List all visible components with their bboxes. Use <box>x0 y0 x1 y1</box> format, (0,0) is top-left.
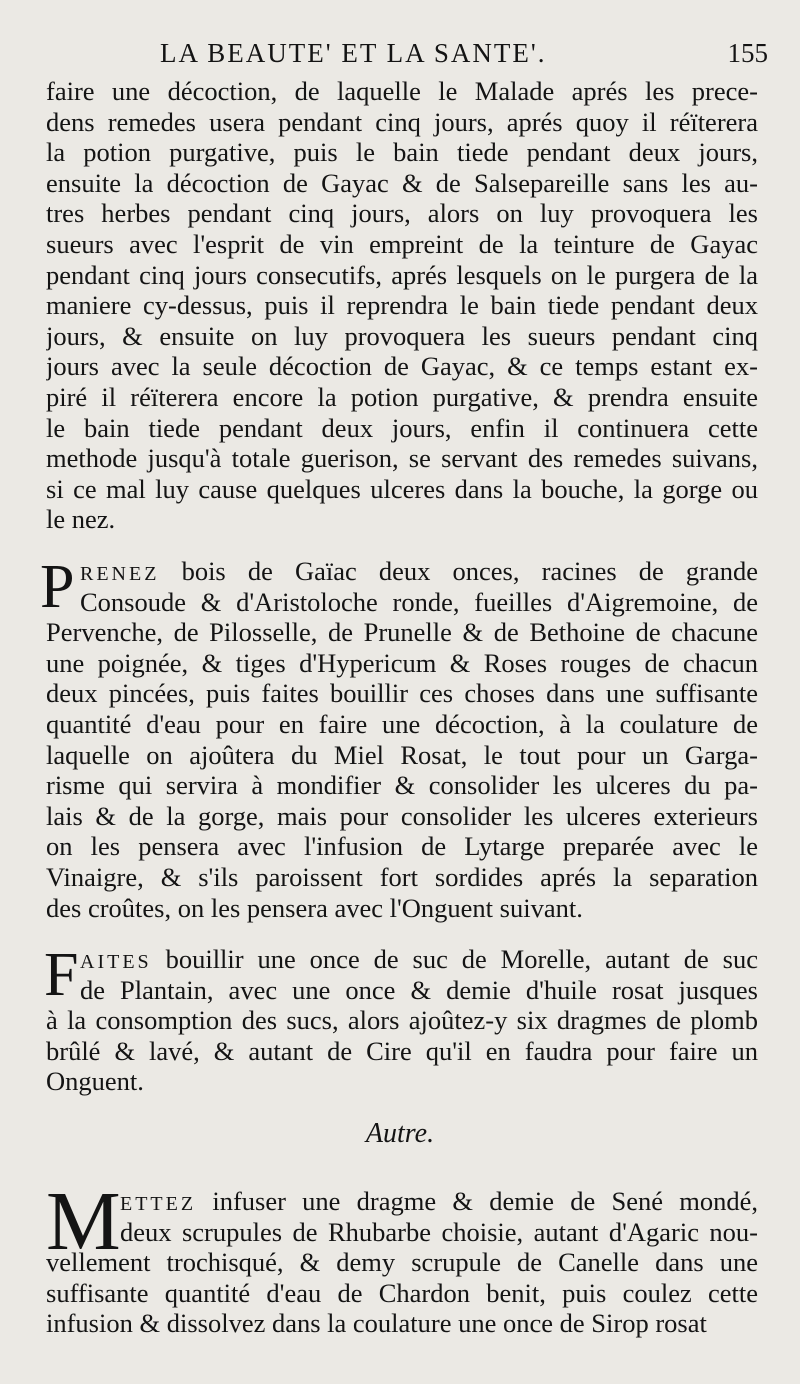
text-line: jours avec la seule décoction de Gayac, & ce temps estant ex- <box>46 351 758 382</box>
lead-word: ETTEZ <box>120 1193 197 1215</box>
text-line: methode jusqu'à totale guerison, se servant des remedes suivans, <box>46 443 758 474</box>
paragraph-mettez <box>46 1186 758 1339</box>
text-line: Vinaigre, & s'ils paroissent fort sordides aprés la separation <box>46 861 758 892</box>
dropcap-m: M <box>46 1175 121 1268</box>
paragraph-prenez <box>46 556 758 923</box>
dropcap-p: P <box>40 553 75 621</box>
running-header <box>150 38 790 78</box>
text-line: une poignée, & tiges d'Hypericum & Roses rouges de chacun <box>46 647 758 678</box>
text-line: suffisante quantité d'eau de Chardon benit, puis coulez cette <box>46 1277 758 1308</box>
text-line: la potion purgative, puis le bain tiede pendant deux jours, <box>46 137 758 168</box>
lead-word: RENEZ <box>80 563 160 585</box>
running-title: LA BEAUTE' ET LA SANTE'. <box>160 38 547 68</box>
text-line: Onguent. <box>46 1066 144 1097</box>
page-number: 155 <box>727 38 768 68</box>
text-line: lais & de la gorge, mais pour consolider les ulceres exterieurs <box>46 800 758 831</box>
text-line: le bain tiede pendant deux jours, enfin il continuera cette <box>46 412 758 443</box>
text-line: tres herbes pendant cinq jours, alors on luy provoquera les <box>46 198 758 229</box>
subheading-autre: Autre. <box>365 1118 435 1149</box>
paragraph-first-line <box>46 556 758 587</box>
text-line: Pervenche, de Pilosselle, de Prunelle & de Bethoine de chacune <box>46 617 758 648</box>
text-line: deux pincées, puis faites bouillir ces choses dans une suffisante <box>46 678 758 709</box>
first-line-text: bouillir une once de suc de Morelle, autant de suc <box>165 944 758 974</box>
text-line: maniere cy-dessus, puis il reprendra le bain tiede pendant deux <box>46 290 758 321</box>
text-line: on les pensera avec l'infusion de Lytarge preparée avec le <box>46 831 758 862</box>
text-line: si ce mal luy cause quelques ulceres dans la bouche, la gorge ou <box>46 473 758 504</box>
text-line: ensuite la décoction de Gayac & de Salsepareille sans les au- <box>46 167 758 198</box>
text-line: jours, & ensuite on luy provoquera les sueurs pendant cinq <box>46 320 758 351</box>
paragraph-continued <box>46 76 758 535</box>
text-line: à la consomption des sucs, alors ajoûtez-y six dragmes de plomb <box>46 1005 758 1036</box>
text-line: de Plantain, avec une once & demie d'huile rosat jusques <box>80 974 758 1005</box>
paragraph-faites <box>44 941 758 1097</box>
text-line: risme qui servira à mondifier & consolider les ulceres du pa- <box>46 770 758 801</box>
text-line: sueurs avec l'esprit de vin empreint de la teinture de Gayac <box>46 228 758 259</box>
text-line: Consoude & d'Aristoloche ronde, fueilles d'Aigremoine, de <box>80 586 758 617</box>
text-line: le nez. <box>46 504 116 535</box>
text-line: dens remedes usera pendant cinq jours, aprés quoy il réïterera <box>46 106 758 137</box>
text-line: brûlé & lavé, & autant de Cire qu'il en faudra pour faire un <box>46 1035 758 1066</box>
text-line: piré il réïterera encore la potion purgative, & prendra ensuite <box>46 381 758 412</box>
dropcap-f: F <box>44 941 79 1009</box>
lead-word: AITES <box>80 951 152 973</box>
paragraph-first-line <box>46 944 758 975</box>
first-line-text: bois de Gaïac deux onces, racines de grande <box>181 556 758 586</box>
first-line-text: infuser une dragme & demie de Sené mondé, <box>212 1186 758 1216</box>
text-line: des croûtes, on les pensera avec l'Onguent suivant. <box>46 892 583 923</box>
text-line: pendant cinq jours consecutifs, aprés lesquels on le purgera de la <box>46 259 758 290</box>
text-line: vellement trochisqué, & demy scrupule de Canelle dans une <box>46 1247 758 1278</box>
text-line: laquelle on ajoûtera du Miel Rosat, le tout pour un Garga- <box>46 739 758 770</box>
text-line: infusion & dissolvez dans la coulature une once de Sirop rosat <box>46 1308 707 1339</box>
text-line: quantité d'eau pour en faire une décoction, à la coulature de <box>46 708 758 739</box>
text-line: deux scrupules de Rhubarbe choisie, autant d'Agaric nou- <box>120 1216 758 1247</box>
paragraph-first-line <box>46 1186 758 1217</box>
text-line: faire une décoction, de laquelle le Malade aprés les prece- <box>46 76 758 106</box>
